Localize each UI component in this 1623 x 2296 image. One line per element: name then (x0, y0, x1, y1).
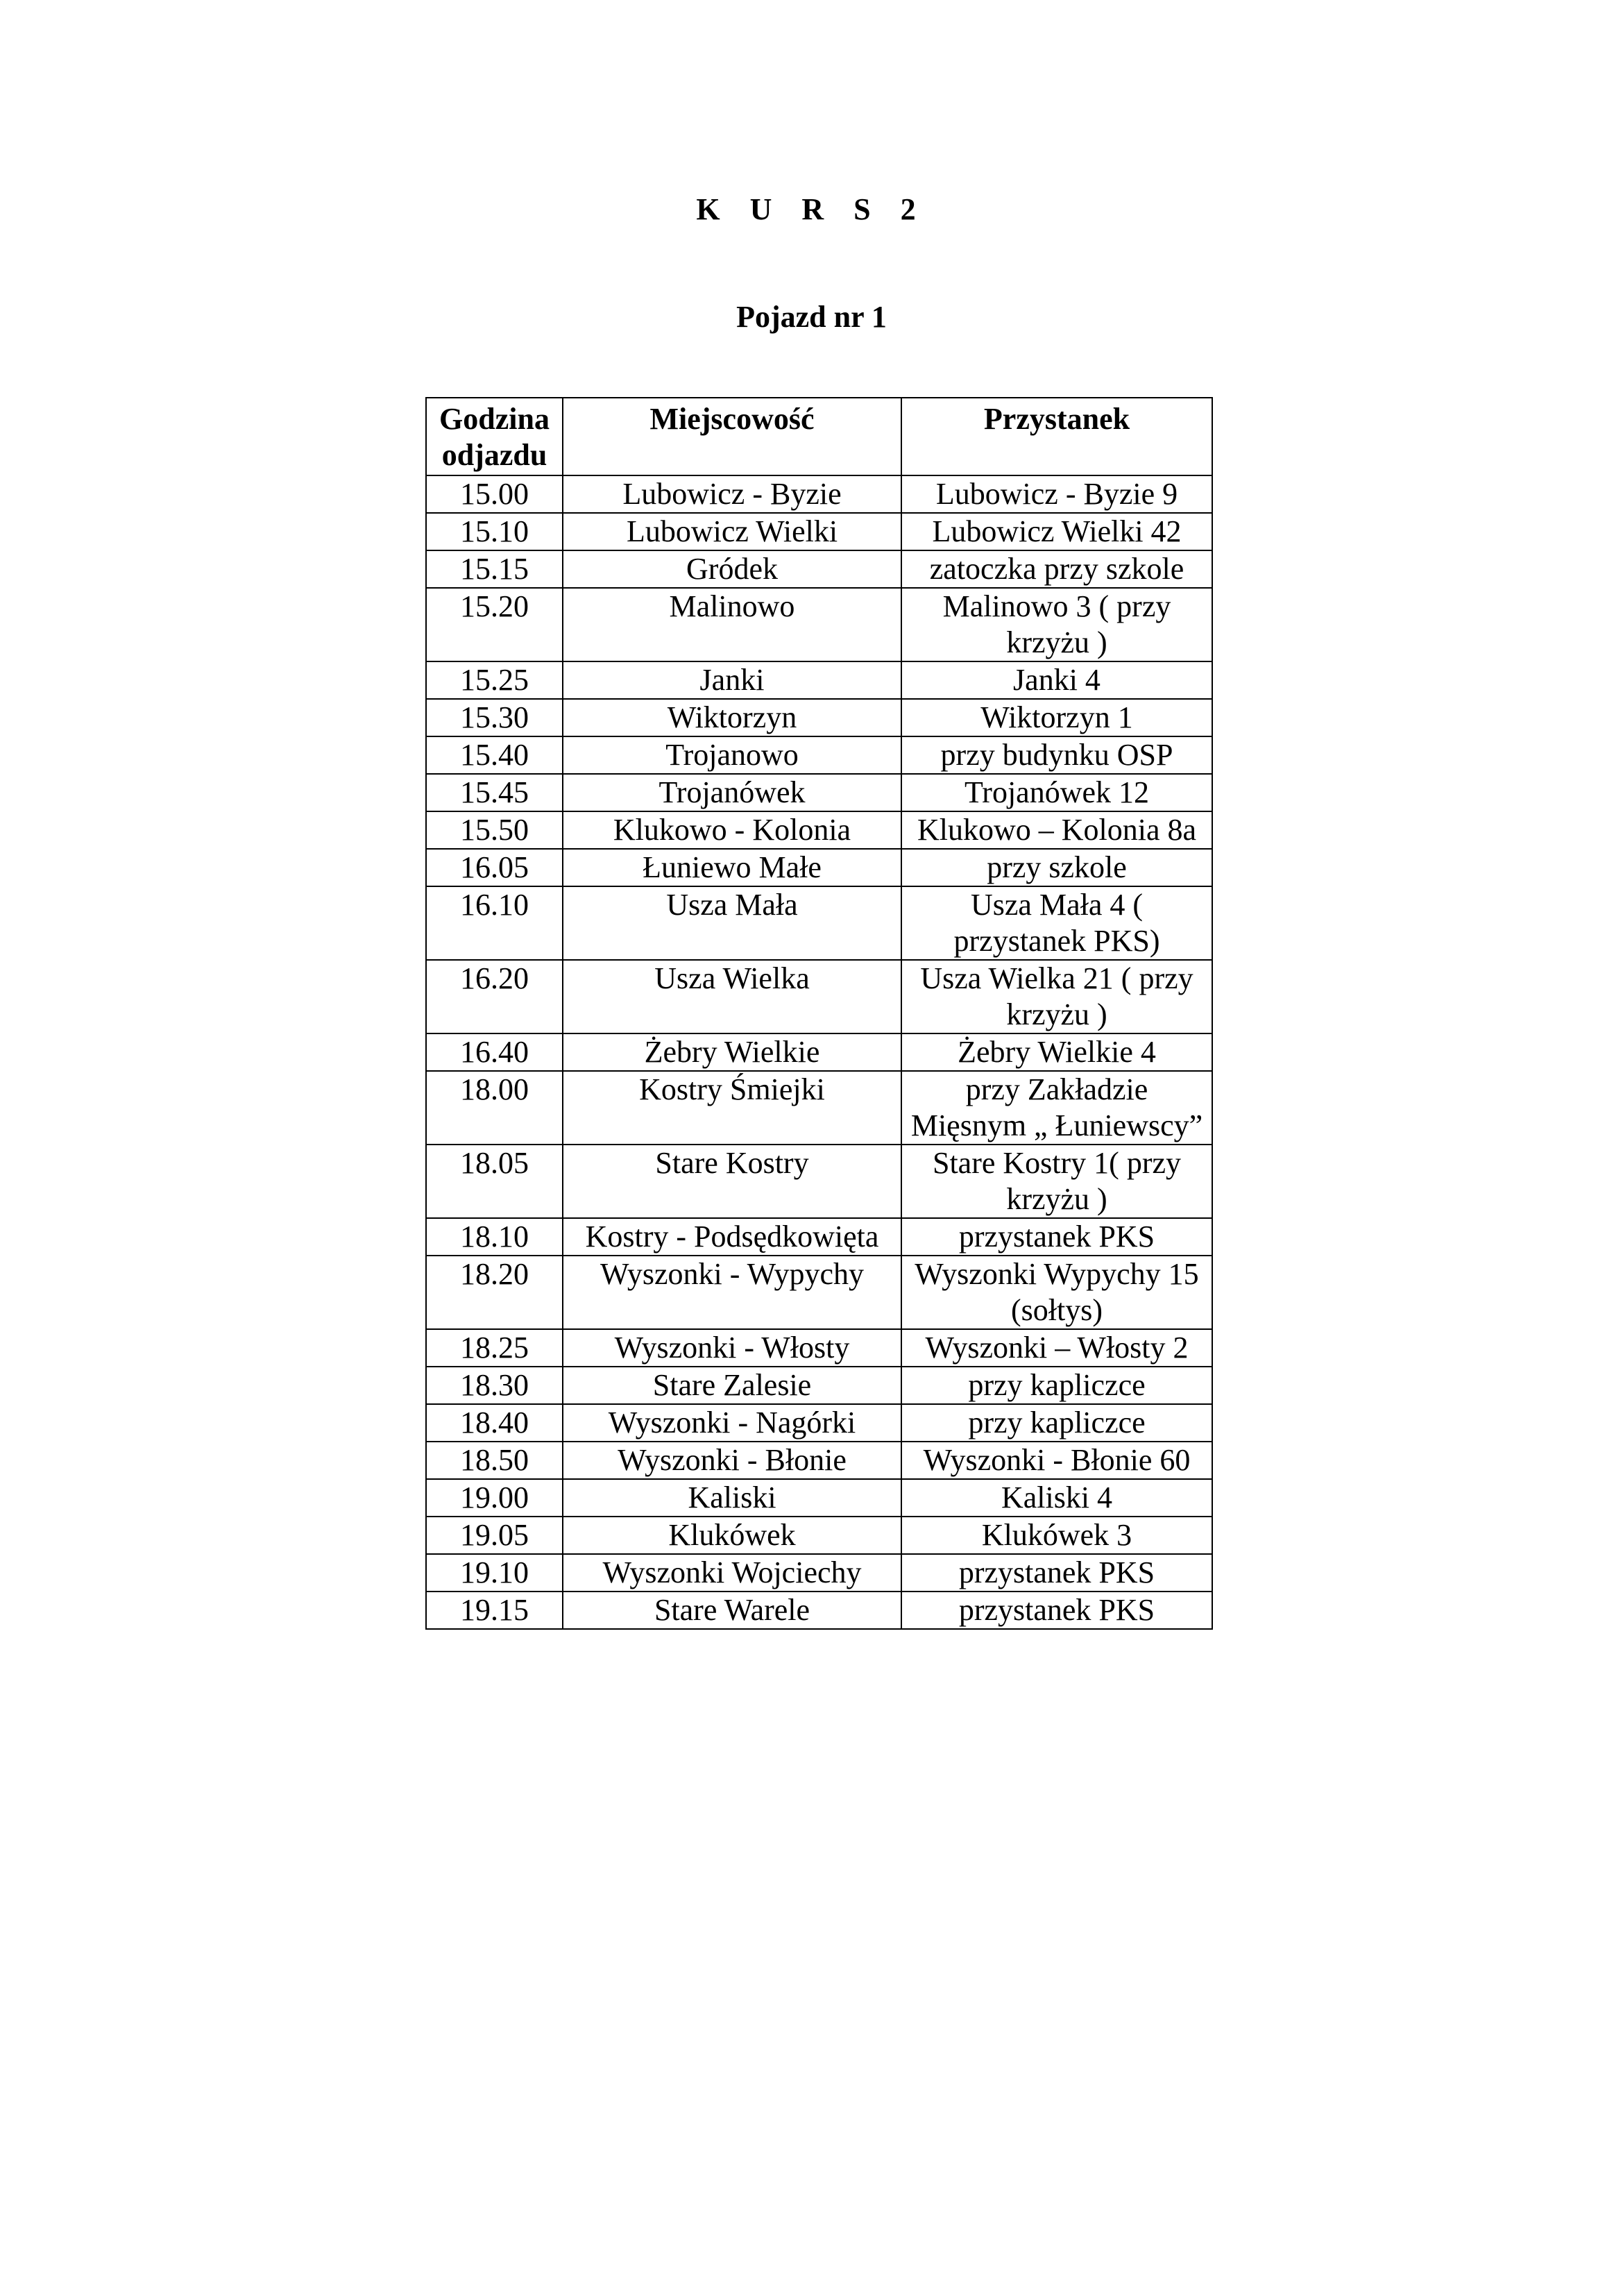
departure-time-cell: 19.05 (426, 1517, 563, 1554)
stop-cell: Usza Wielka 21 ( przy krzyżu ) (901, 960, 1212, 1033)
locality-cell: Kaliski (563, 1479, 901, 1517)
departure-time-cell: 19.10 (426, 1554, 563, 1592)
departure-time-cell: 19.15 (426, 1592, 563, 1629)
locality-cell: Usza Wielka (563, 960, 901, 1033)
locality-cell: Wyszonki - Nagórki (563, 1404, 901, 1442)
locality-cell: Trojanowo (563, 736, 901, 774)
table-row (426, 886, 1212, 960)
locality-cell: Kostry Śmiejki (563, 1071, 901, 1145)
stop-cell: Stare Kostry 1( przy krzyżu ) (901, 1145, 1212, 1218)
table-row (426, 811, 1212, 849)
locality-cell: Stare Warele (563, 1592, 901, 1629)
stop-cell: Lubowicz - Byzie 9 (901, 475, 1212, 513)
stop-cell: Klukowo – Kolonia 8a (901, 811, 1212, 849)
locality-cell: Stare Kostry (563, 1145, 901, 1218)
stop-cell: zatoczka przy szkole (901, 550, 1212, 588)
departure-time-cell: 16.05 (426, 849, 563, 886)
departure-time-cell: 18.00 (426, 1071, 563, 1145)
table-row (426, 1145, 1212, 1218)
table-row (426, 774, 1212, 811)
table-row (426, 513, 1212, 550)
vehicle-subtitle: Pojazd nr 1 (736, 300, 887, 334)
stop-cell: Żebry Wielkie 4 (901, 1033, 1212, 1071)
departure-time-cell: 15.50 (426, 811, 563, 849)
stop-cell: Malinowo 3 ( przy krzyżu ) (901, 588, 1212, 661)
departure-time-cell: 15.25 (426, 661, 563, 699)
departure-time-cell: 15.20 (426, 588, 563, 661)
table-row (426, 1404, 1212, 1442)
table-row (426, 1071, 1212, 1145)
departure-time-cell: 15.15 (426, 550, 563, 588)
locality-cell: Gródek (563, 550, 901, 588)
locality-cell: Janki (563, 661, 901, 699)
stop-cell: Wyszonki Wypychy 15 (sołtys) (901, 1256, 1212, 1329)
stop-cell: Klukówek 3 (901, 1517, 1212, 1554)
departure-time-cell: 16.40 (426, 1033, 563, 1071)
table-row (426, 550, 1212, 588)
locality-cell: Wiktorzyn (563, 699, 901, 736)
stop-cell: Wyszonki - Błonie 60 (901, 1442, 1212, 1479)
table-row (426, 588, 1212, 661)
locality-cell: Żebry Wielkie (563, 1033, 901, 1071)
table-row (426, 1329, 1212, 1367)
stop-cell: przy Zakładzie Mięsnym „ Łuniewscy” (901, 1071, 1212, 1145)
table-header-row (426, 398, 1212, 475)
stop-cell: Trojanówek 12 (901, 774, 1212, 811)
table-row (426, 960, 1212, 1033)
locality-cell: Malinowo (563, 588, 901, 661)
stop-cell: Usza Mała 4 ( przystanek PKS) (901, 886, 1212, 960)
stop-cell: przy kapliczce (901, 1404, 1212, 1442)
departure-time-cell: 15.10 (426, 513, 563, 550)
document-title: K U R S 2 (696, 192, 927, 226)
table-row (426, 736, 1212, 774)
locality-cell: Wyszonki - Błonie (563, 1442, 901, 1479)
table-row (426, 1517, 1212, 1554)
table-row (426, 699, 1212, 736)
stop-cell: przystanek PKS (901, 1592, 1212, 1629)
table-row (426, 1554, 1212, 1592)
table-row (426, 1256, 1212, 1329)
schedule-table-body (426, 475, 1212, 1629)
locality-cell: Trojanówek (563, 774, 901, 811)
stop-cell: Lubowicz Wielki 42 (901, 513, 1212, 550)
locality-cell: Stare Zalesie (563, 1367, 901, 1404)
stop-cell: przystanek PKS (901, 1218, 1212, 1256)
stop-cell: przystanek PKS (901, 1554, 1212, 1592)
header-departure-time: Godzina odjazdu (426, 398, 563, 475)
stop-cell: Kaliski 4 (901, 1479, 1212, 1517)
header-stop: Przystanek (901, 398, 1212, 475)
stop-cell: Janki 4 (901, 661, 1212, 699)
departure-time-cell: 15.00 (426, 475, 563, 513)
stop-cell: Wyszonki – Włosty 2 (901, 1329, 1212, 1367)
departure-time-cell: 15.40 (426, 736, 563, 774)
locality-cell: Usza Mała (563, 886, 901, 960)
table-row (426, 1479, 1212, 1517)
departure-time-cell: 16.10 (426, 886, 563, 960)
departure-time-cell: 18.50 (426, 1442, 563, 1479)
table-row (426, 1442, 1212, 1479)
locality-cell: Lubowicz - Byzie (563, 475, 901, 513)
table-row (426, 1033, 1212, 1071)
stop-cell: przy budynku OSP (901, 736, 1212, 774)
departure-time-cell: 19.00 (426, 1479, 563, 1517)
header-locality: Miejscowość (563, 398, 901, 475)
locality-cell: Lubowicz Wielki (563, 513, 901, 550)
departure-time-cell: 18.20 (426, 1256, 563, 1329)
locality-cell: Kostry - Podsędkowięta (563, 1218, 901, 1256)
stop-cell: przy kapliczce (901, 1367, 1212, 1404)
departure-time-cell: 16.20 (426, 960, 563, 1033)
table-row (426, 661, 1212, 699)
stop-cell: przy szkole (901, 849, 1212, 886)
locality-cell: Klukówek (563, 1517, 901, 1554)
schedule-table (425, 397, 1213, 1630)
departure-time-cell: 15.45 (426, 774, 563, 811)
departure-time-cell: 18.05 (426, 1145, 563, 1218)
departure-time-cell: 18.30 (426, 1367, 563, 1404)
departure-time-cell: 18.40 (426, 1404, 563, 1442)
locality-cell: Wyszonki - Włosty (563, 1329, 901, 1367)
table-row (426, 1218, 1212, 1256)
departure-time-cell: 18.25 (426, 1329, 563, 1367)
locality-cell: Wyszonki - Wypychy (563, 1256, 901, 1329)
locality-cell: Klukowo - Kolonia (563, 811, 901, 849)
table-row (426, 849, 1212, 886)
stop-cell: Wiktorzyn 1 (901, 699, 1212, 736)
locality-cell: Wyszonki Wojciechy (563, 1554, 901, 1592)
table-row (426, 1367, 1212, 1404)
table-row (426, 1592, 1212, 1629)
locality-cell: Łuniewo Małe (563, 849, 901, 886)
table-row (426, 475, 1212, 513)
departure-time-cell: 15.30 (426, 699, 563, 736)
departure-time-cell: 18.10 (426, 1218, 563, 1256)
